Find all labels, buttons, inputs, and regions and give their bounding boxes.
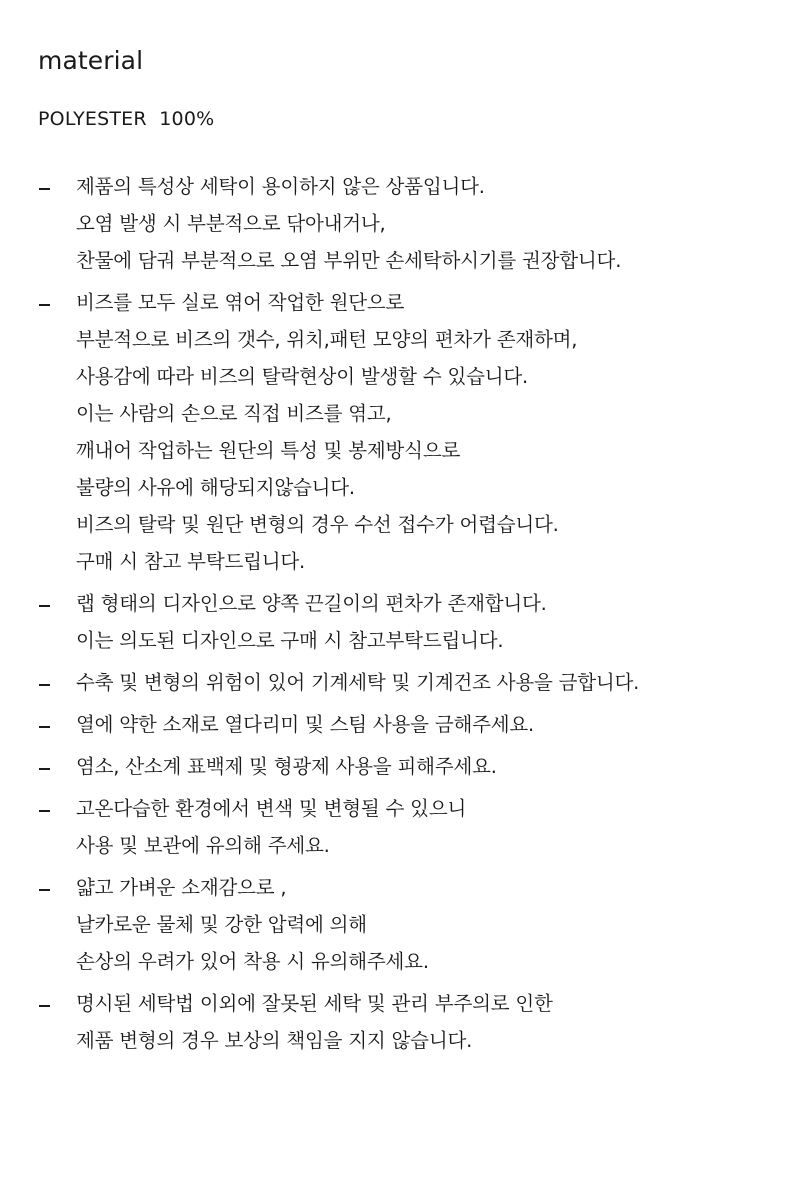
material-title: material [38, 46, 144, 75]
care-note [38, 794, 792, 860]
care-note [38, 172, 792, 275]
care-note [38, 710, 792, 739]
note-line: 제품 변형의 경우 보상의 책임을 지지 않습니다. [76, 1029, 473, 1052]
note-line: 랩 형태의 디자인으로 양쪽 끈길이의 편차가 존재합니다. [76, 592, 547, 615]
dash-bullet-icon [38, 589, 52, 617]
care-note [38, 989, 792, 1055]
note-line: 사용감에 따라 비즈의 탈락현상이 발생할 수 있습니다. [76, 365, 529, 388]
note-line: 염소, 산소계 표백제 및 형광제 사용을 피해주세요. [76, 755, 497, 778]
composition-text: POLYESTER 100% [38, 108, 215, 130]
care-note [38, 873, 792, 976]
care-note [38, 589, 792, 655]
note-line: 날카로운 물체 및 강한 압력에 의해 [76, 913, 367, 936]
care-note [38, 288, 792, 576]
dash-bullet-icon [38, 873, 52, 901]
note-line: 구매 시 참고 부탁드립니다. [76, 550, 306, 573]
note-line: 명시된 세탁법 이외에 잘못된 세탁 및 관리 부주의로 인한 [76, 992, 553, 1015]
note-line: 불량의 사유에 해당되지않습니다. [76, 476, 355, 499]
note-line: 이는 사람의 손으로 직접 비즈를 엮고, [76, 402, 392, 425]
note-line: 찬물에 담궈 부분적으로 오염 부위만 손세탁하시기를 권장합니다. [76, 249, 622, 272]
care-note [38, 668, 792, 697]
note-line: 비즈를 모두 실로 엮어 작업한 원단으로 [76, 291, 405, 314]
dash-bullet-icon [38, 288, 52, 316]
note-line: 오염 발생 시 부분적으로 닦아내거나, [76, 212, 386, 235]
note-line: 손상의 우려가 있어 착용 시 유의해주세요. [76, 950, 429, 973]
note-line: 사용 및 보관에 유의해 주세요. [76, 834, 330, 857]
care-notes-list [38, 172, 792, 1068]
note-line: 비즈의 탈락 및 원단 변형의 경우 수선 접수가 어렵습니다. [76, 513, 559, 536]
note-line: 수축 및 변형의 위험이 있어 기계세탁 및 기계건조 사용을 금합니다. [76, 671, 640, 694]
note-line: 부분적으로 비즈의 갯수, 위치,패턴 모양의 편차가 존재하며, [76, 328, 578, 351]
dash-bullet-icon [38, 710, 52, 738]
note-line: 열에 약한 소재로 열다리미 및 스팀 사용을 금해주세요. [76, 713, 535, 736]
note-line: 이는 의도된 디자인으로 구매 시 참고부탁드립니다. [76, 629, 504, 652]
care-note [38, 752, 792, 781]
dash-bullet-icon [38, 989, 52, 1017]
note-line: 제품의 특성상 세탁이 용이하지 않은 상품입니다. [76, 175, 485, 198]
note-line: 얇고 가벼운 소재감으로 , [76, 876, 287, 899]
dash-bullet-icon [38, 794, 52, 822]
dash-bullet-icon [38, 668, 52, 696]
note-line: 깨내어 작업하는 원단의 특성 및 봉제방식으로 [76, 439, 461, 462]
dash-bullet-icon [38, 752, 52, 780]
dash-bullet-icon [38, 172, 52, 200]
note-line: 고온다습한 환경에서 변색 및 변형될 수 있으니 [76, 797, 467, 820]
